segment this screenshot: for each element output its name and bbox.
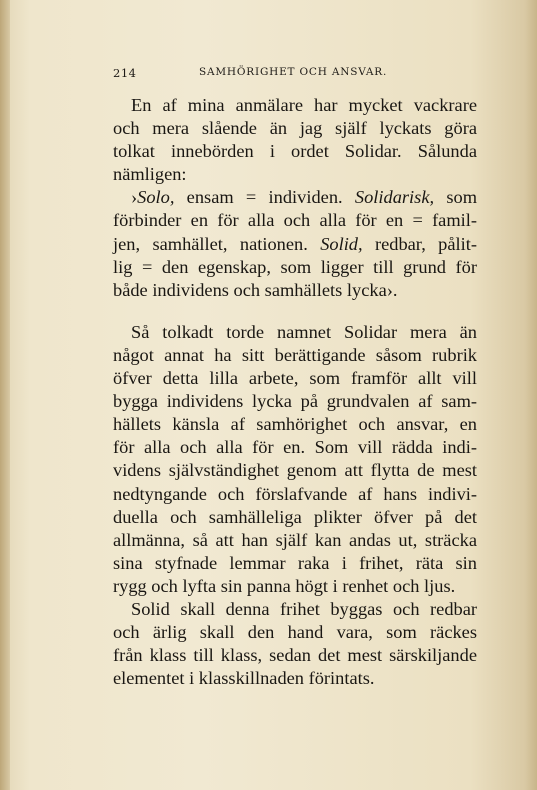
- text-line: rygg och lyfta sin panna högt i renhet och ljus.: [113, 575, 456, 596]
- text-line: Solid skall denna frihet byggas och redbar: [131, 598, 477, 619]
- page-number: 214: [113, 66, 137, 80]
- quote-open-mark: ›: [131, 187, 138, 208]
- term-solid: Solid,: [320, 233, 363, 254]
- text-line: från klass till klass, sedan det mest särskiljande: [113, 645, 477, 666]
- page-gutter: [0, 0, 10, 790]
- text-line: [113, 186, 477, 209]
- text-run: redbar, pålit-: [362, 233, 477, 254]
- running-head: [113, 66, 477, 86]
- text-line: lig = den egenskap, som ligger till grund för: [113, 256, 477, 277]
- body-text: [113, 94, 477, 690]
- paragraph-1: [113, 94, 477, 186]
- text-run: som: [434, 187, 477, 208]
- text-line: allmänna, så att han själf kan andas ut, sträcka: [113, 529, 477, 550]
- text-line: duella och samhälleliga plikter öfver på det: [113, 506, 477, 527]
- text-line: Så tolkadt torde namnet Solidar mera än: [131, 321, 477, 342]
- text-line: förbinder en för alla och alla för en = famil-: [113, 210, 477, 231]
- text-line: hällets känsla af samhörighet och ansvar, en: [113, 414, 477, 435]
- running-title: SAMHÖRIGHET OCH ANSVAR.: [199, 66, 388, 78]
- text-line: öfver detta lilla arbete, som framför allt vill: [113, 368, 477, 389]
- term-solo: Solo,: [137, 187, 175, 208]
- text-line: nämligen:: [113, 164, 187, 185]
- text-line: bygga individens lycka på grundvalen af sam-: [113, 391, 477, 412]
- quotation: [113, 186, 477, 301]
- text-line: något annat ha sitt berättigande såsom rubrik: [113, 344, 477, 365]
- text-line: tolkat innebörden i ordet Solidar. Sålunda: [113, 141, 477, 162]
- paragraph-gap: [113, 302, 477, 321]
- text-run: jen, samhället, nationen.: [113, 233, 321, 254]
- text-line: elementet i klasskillnaden förintats.: [113, 668, 375, 689]
- term-solidarisk: Solidarisk,: [354, 187, 435, 208]
- paragraph-3: [113, 598, 477, 690]
- text-line: [113, 233, 477, 256]
- text-line: nedtyngande och förslafvande af hans indivi-: [113, 483, 477, 504]
- text-line: videns självständighet genom att flytta de mest: [113, 460, 477, 481]
- text-line: och mera slående än jag själf lyckats göra: [113, 118, 477, 139]
- text-line: En af mina anmälare har mycket vackrare: [131, 95, 477, 115]
- text-line: och ärlig skall den hand vara, som räckes: [113, 622, 477, 643]
- text-run: ensam = individen.: [174, 187, 355, 208]
- paragraph-2: [113, 321, 477, 598]
- text-line: för alla och alla för en. Som vill rädda indi-: [113, 437, 477, 458]
- text-line: både individens och samhällets lycka›.: [113, 279, 398, 300]
- text-line: sina styfnade lemmar raka i frihet, räta sin: [113, 552, 477, 573]
